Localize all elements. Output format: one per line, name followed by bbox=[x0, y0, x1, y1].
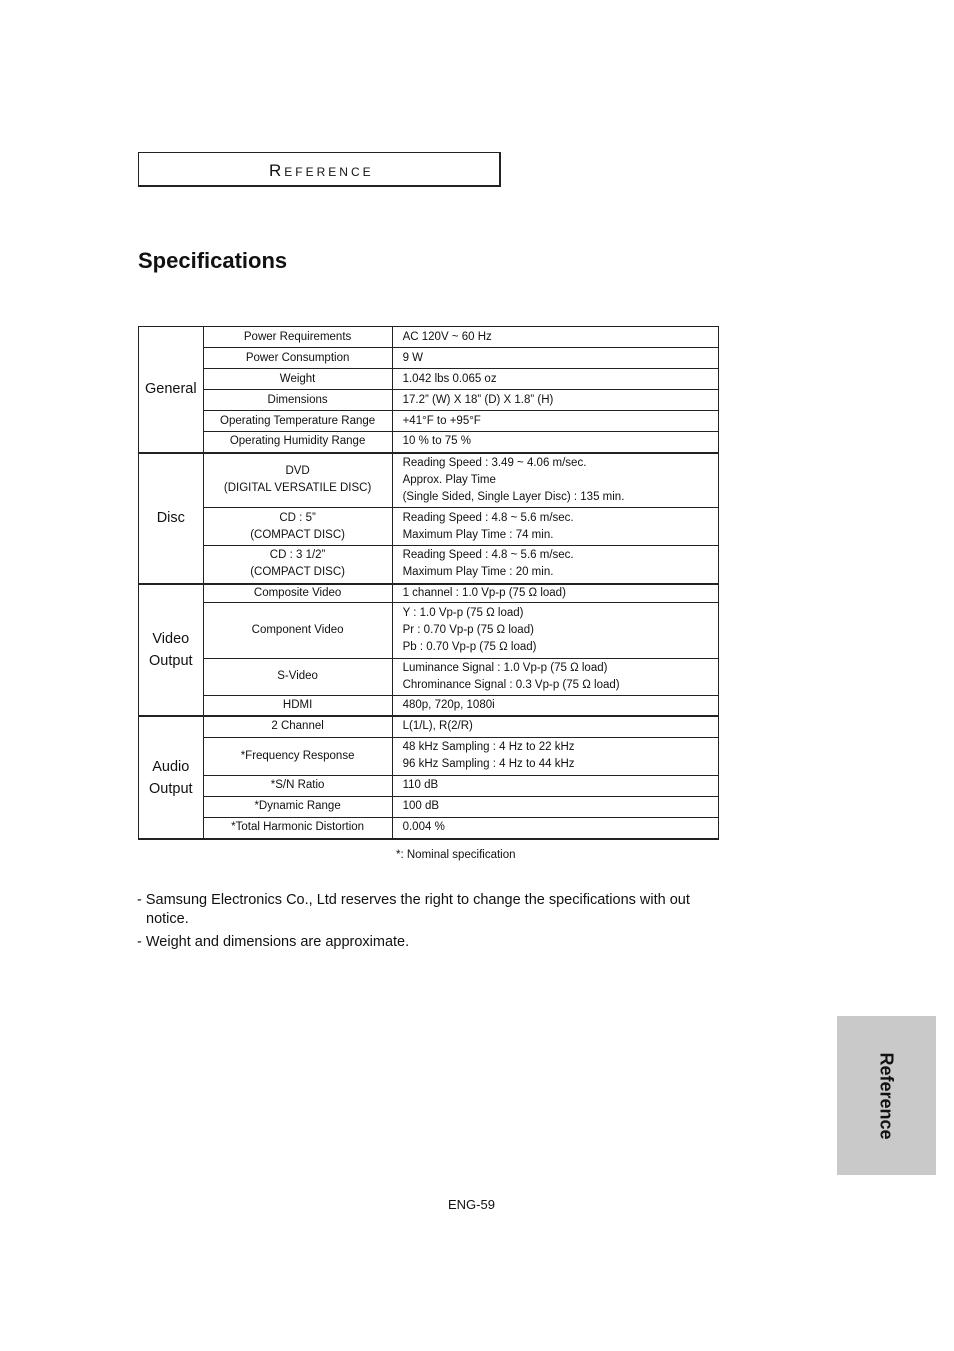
item-label: Power Requirements bbox=[243, 330, 352, 343]
item-cell bbox=[203, 602, 392, 658]
item-label: DVD bbox=[285, 465, 310, 478]
item-cell bbox=[203, 546, 392, 584]
value-cell bbox=[392, 546, 718, 584]
value-cell bbox=[392, 817, 718, 839]
value-cell bbox=[392, 369, 718, 390]
item-cell bbox=[203, 390, 392, 411]
value-text: 96 kHz Sampling : 4 Hz to 44 kHz bbox=[402, 758, 575, 770]
value-cell bbox=[392, 658, 718, 695]
category-cell bbox=[139, 716, 204, 839]
footnote: *: Nominal specification bbox=[396, 849, 516, 861]
item-label: (DIGITAL VERSATILE DISC) bbox=[223, 482, 372, 495]
value-text: Reading Speed : 3.49 ~ 4.06 m/sec. bbox=[402, 456, 587, 469]
value-text: +41°F to +95°F bbox=[402, 414, 481, 427]
item-label: *Total Harmonic Distortion bbox=[231, 821, 365, 834]
item-cell bbox=[203, 584, 392, 603]
item-label: (COMPACT DISC) bbox=[250, 566, 345, 579]
value-text: Reading Speed : 4.8 ~ 5.6 m/sec. bbox=[402, 511, 574, 524]
table-row bbox=[139, 348, 719, 369]
value-cell bbox=[392, 411, 718, 432]
item-cell bbox=[203, 796, 392, 817]
note-item: - Samsung Electronics Co., Ltd reserves the right to change the specifications with out notice. bbox=[137, 892, 690, 927]
table-row bbox=[139, 327, 719, 348]
item-cell bbox=[203, 453, 392, 508]
value-text: 110 dB bbox=[402, 779, 439, 791]
value-text: 10 % to 75 % bbox=[402, 435, 471, 448]
item-label: CD : 3 1/2” bbox=[269, 549, 326, 562]
value-cell bbox=[392, 390, 718, 411]
item-cell bbox=[203, 432, 392, 453]
item-label: *Frequency Response bbox=[240, 749, 355, 762]
item-label: 2 Channel bbox=[271, 720, 324, 733]
value-text: Pr : 0.70 Vp-p (75 Ω load) bbox=[402, 623, 534, 636]
table-row bbox=[139, 453, 719, 508]
category-label: General bbox=[145, 381, 197, 398]
table-row bbox=[139, 716, 719, 737]
value-text: 480p, 720p, 1080i bbox=[402, 698, 495, 711]
section-header-box bbox=[138, 152, 501, 187]
item-label: Dimensions bbox=[267, 393, 328, 406]
page-title: Specifications bbox=[138, 248, 288, 273]
table-row bbox=[139, 817, 719, 839]
value-cell bbox=[392, 716, 718, 737]
value-cell bbox=[392, 584, 718, 603]
item-cell bbox=[203, 817, 392, 839]
value-cell bbox=[392, 327, 718, 348]
value-text: Maximum Play Time : 74 min. bbox=[402, 528, 554, 541]
item-cell bbox=[203, 737, 392, 775]
value-text: 17.2” (W) X 18” (D) X 1.8” (H) bbox=[402, 393, 554, 406]
value-cell bbox=[392, 348, 718, 369]
item-cell bbox=[203, 508, 392, 546]
value-text: Approx. Play Time bbox=[402, 473, 496, 486]
value-cell bbox=[392, 695, 718, 716]
value-text: Chrominance Signal : 0.3 Vp-p (75 Ω load) bbox=[402, 678, 620, 691]
value-text: (Single Sided, Single Layer Disc) : 135 min. bbox=[402, 490, 625, 503]
value-text: 1.042 lbs 0.065 oz bbox=[402, 372, 497, 385]
table-row bbox=[139, 369, 719, 390]
item-label: Operating Temperature Range bbox=[220, 414, 376, 427]
category-label: Video bbox=[152, 630, 190, 647]
category-label: Output bbox=[149, 780, 193, 797]
table-row bbox=[139, 737, 719, 775]
notes bbox=[137, 891, 717, 956]
item-cell bbox=[203, 695, 392, 716]
table-row bbox=[139, 411, 719, 432]
value-text: 48 kHz Sampling : 4 Hz to 22 kHz bbox=[402, 741, 575, 753]
value-cell bbox=[392, 453, 718, 508]
page-number: ENG-59 bbox=[448, 1197, 495, 1212]
value-text: AC 120V ~ 60 Hz bbox=[402, 330, 492, 343]
item-label: S-Video bbox=[277, 670, 318, 682]
category-cell bbox=[139, 584, 204, 717]
value-cell bbox=[392, 432, 718, 453]
item-label: Component Video bbox=[251, 623, 344, 636]
specifications-table bbox=[138, 326, 719, 840]
note-item: - Weight and dimensions are approximate. bbox=[137, 934, 410, 950]
category-label: Disc bbox=[156, 510, 185, 526]
table-row bbox=[139, 546, 719, 584]
value-text: Reading Speed : 4.8 ~ 5.6 m/sec. bbox=[402, 549, 574, 562]
value-text: 0.004 % bbox=[402, 821, 445, 834]
category-label: Output bbox=[149, 652, 193, 669]
value-cell bbox=[392, 737, 718, 775]
item-cell bbox=[203, 369, 392, 390]
item-label: Weight bbox=[279, 372, 316, 385]
specifications-table-body bbox=[139, 327, 719, 840]
category-label: Audio bbox=[152, 758, 190, 775]
item-label: *S/N Ratio bbox=[270, 779, 325, 791]
value-cell bbox=[392, 508, 718, 546]
category-cell bbox=[139, 453, 204, 584]
table-row bbox=[139, 658, 719, 695]
item-label: CD : 5” bbox=[279, 511, 316, 524]
item-label: *Dynamic Range bbox=[254, 800, 341, 812]
value-text: Y : 1.0 Vp-p (75 Ω load) bbox=[402, 606, 524, 619]
item-label: Composite Video bbox=[253, 586, 342, 599]
value-text: Luminance Signal : 1.0 Vp-p (75 Ω load) bbox=[402, 661, 608, 674]
item-cell bbox=[203, 348, 392, 369]
item-cell bbox=[203, 658, 392, 695]
item-cell bbox=[203, 775, 392, 796]
value-text: 1 channel : 1.0 Vp-p (75 Ω load) bbox=[402, 586, 566, 599]
table-row bbox=[139, 796, 719, 817]
table-row bbox=[139, 508, 719, 546]
category-cell bbox=[139, 327, 204, 453]
item-cell bbox=[203, 411, 392, 432]
value-text: Pb : 0.70 Vp-p (75 Ω load) bbox=[402, 640, 537, 653]
item-cell bbox=[203, 327, 392, 348]
section-header-label: Reference bbox=[269, 161, 374, 180]
value-cell bbox=[392, 775, 718, 796]
table-row bbox=[139, 390, 719, 411]
table-row bbox=[139, 584, 719, 603]
value-text: 9 W bbox=[402, 351, 424, 364]
item-cell bbox=[203, 716, 392, 737]
value-text: L(1/L), R(2/R) bbox=[402, 720, 473, 733]
value-text: 100 dB bbox=[402, 800, 440, 812]
table-row bbox=[139, 695, 719, 716]
item-label: HDMI bbox=[282, 698, 313, 711]
table-row bbox=[139, 602, 719, 658]
table-row bbox=[139, 432, 719, 453]
value-cell bbox=[392, 796, 718, 817]
side-tab-label: Reference bbox=[876, 1052, 897, 1140]
side-tab bbox=[837, 1016, 936, 1175]
value-cell bbox=[392, 602, 718, 658]
item-label: Power Consumption bbox=[245, 351, 350, 364]
value-text: Maximum Play Time : 20 min. bbox=[402, 566, 554, 579]
item-label: (COMPACT DISC) bbox=[250, 528, 345, 541]
table-row bbox=[139, 775, 719, 796]
item-label: Operating Humidity Range bbox=[229, 435, 366, 448]
